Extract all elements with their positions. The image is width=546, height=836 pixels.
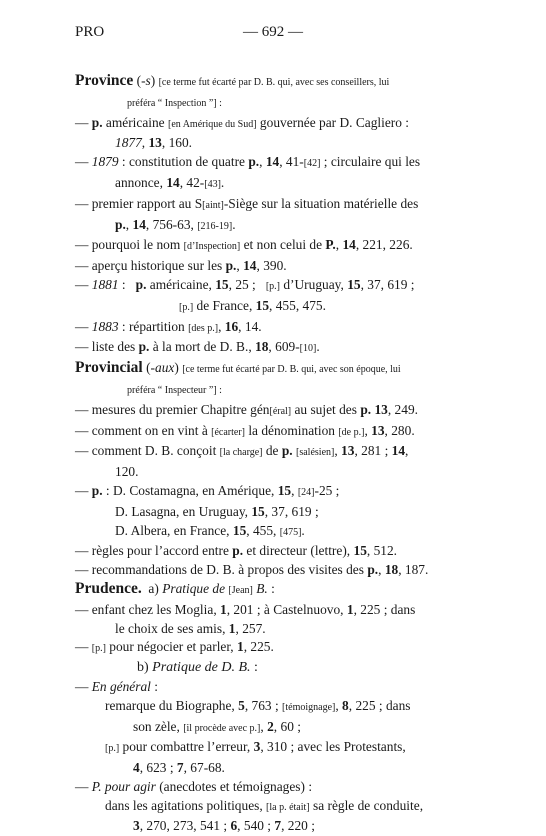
index-text-segment: 3 (253, 739, 261, 755)
index-text-segment: [42] (303, 158, 321, 170)
index-text-segment: la dénomination (244, 422, 339, 438)
index-line (75, 561, 475, 580)
index-text-segment: 1 (237, 639, 244, 655)
index-text-segment: 1879 (91, 154, 119, 170)
index-text-segment: , 225 ; dans (353, 601, 416, 617)
index-text-segment: p. (232, 543, 244, 559)
index-text-segment: 3 (133, 818, 140, 834)
index-text-segment: — (75, 154, 92, 170)
index-line (75, 216, 475, 237)
index-line (75, 678, 475, 697)
index-text-segment: 13 (148, 135, 162, 151)
index-text-segment: — enfant chez les Moglia, (75, 601, 221, 617)
index-line (75, 503, 475, 522)
index-text-segment: , (259, 154, 266, 170)
index-text-segment: 14 (391, 443, 406, 459)
index-text-segment: , 280. (384, 422, 415, 438)
index-text-segment: — (75, 276, 92, 292)
index-text-segment: , 249. (387, 401, 418, 417)
index-text-segment: 1877 (115, 135, 142, 151)
index-text-segment: gouvernée par D. Cagliero : (256, 114, 410, 130)
index-text-segment: [475] (279, 526, 302, 538)
index-text-segment: 7 (274, 818, 282, 834)
index-text-segment: : (250, 660, 258, 676)
index-text-segment: p. (91, 482, 103, 498)
index-text-segment: ; circulaire qui les (320, 154, 421, 170)
index-text-segment: 13 (371, 422, 385, 438)
index-text-segment: (- (133, 73, 146, 88)
index-text-segment: — (75, 778, 92, 794)
index-line (75, 601, 475, 620)
index-text-segment: préféra “ Inspection ”] : (97, 97, 222, 109)
index-text-segment: , (141, 135, 149, 151)
index-text-segment: de France, (193, 297, 256, 313)
index-text-segment: [10] (299, 343, 317, 355)
index-text-segment: , 390. (256, 258, 287, 274)
index-text-segment: préféra “ Inspecteur ”] : (97, 384, 222, 396)
index-text-segment: le choix de ses amis, (115, 620, 229, 636)
index-text-segment: [éral] (269, 405, 292, 417)
index-line (75, 422, 475, 443)
index-text-segment: (anecdotes et témoignages) : (155, 778, 313, 794)
index-line (75, 463, 475, 482)
index-text-segment: 120. (115, 464, 139, 480)
index-line (75, 72, 475, 93)
index-text-segment: , (335, 237, 343, 253)
index-line (75, 718, 475, 739)
index-text-segment: [il procède avec p.] (183, 722, 261, 734)
index-line (75, 297, 475, 318)
index-text-segment: , 187. (398, 562, 429, 578)
index-text-segment: — comment on en vint à (75, 422, 212, 438)
index-text-segment: 2 (267, 718, 274, 734)
index-text-segment: , 221, 226. (355, 237, 413, 253)
index-text-segment: [p.] (105, 743, 120, 755)
index-text-segment: Prudence. (75, 579, 142, 597)
index-text-segment: 1 (220, 601, 227, 617)
index-line (75, 236, 475, 257)
index-text-segment: , (125, 216, 133, 232)
index-line (75, 338, 475, 359)
index-text-segment: p. (360, 401, 372, 417)
index-text-segment: remarque du Biographe, (105, 697, 239, 713)
index-text-segment: aux (155, 360, 175, 376)
index-text-segment: pour combattre l’erreur, (119, 739, 254, 755)
index-text-segment: p. (135, 276, 147, 292)
index-text-segment: . (316, 339, 320, 355)
index-text-segment: — comment D. B. conçoit (75, 443, 220, 459)
index-text-segment: [témoignage] (282, 701, 336, 713)
index-text-segment: , (405, 443, 409, 459)
index-text-segment: , 540 ; (237, 818, 275, 834)
running-header (0, 24, 546, 44)
index-line (75, 738, 475, 759)
index-text-segment: p. (91, 114, 103, 130)
index-text-segment: P. pour agir (91, 778, 156, 794)
index-text-segment: 7 (176, 760, 184, 776)
index-text-segment: , 257. (235, 620, 266, 636)
index-line (75, 442, 475, 463)
index-text-segment: [des p.] (188, 322, 219, 334)
index-text-segment: , 756-63, (145, 216, 198, 232)
index-text-segment: 14 (342, 237, 356, 253)
index-text-segment: , 37, 619 ; (360, 276, 415, 292)
index-text-segment: [ce terme fut écarté par D. B. qui, avec ses conseillers, lui (158, 77, 390, 88)
index-line (75, 817, 475, 836)
index-text-segment: [aint] (202, 199, 224, 211)
index-text-segment: D. Albera, en France, (115, 522, 233, 538)
index-text-segment: , 42- (179, 174, 205, 190)
index-text-segment: 15 (277, 482, 292, 498)
index-entries (75, 72, 475, 836)
index-text-segment: [de p.] (338, 426, 365, 438)
index-text-segment: 15 (353, 543, 367, 559)
index-text-segment: a) (141, 580, 163, 596)
index-text-segment: [en Amérique du Sud] (167, 118, 257, 130)
index-line (75, 482, 475, 503)
index-text-segment: — liste des (75, 339, 139, 355)
index-line (75, 359, 475, 380)
index-line (75, 638, 475, 659)
index-text-segment: , (378, 562, 385, 578)
index-text-segment: [p.] (179, 301, 194, 313)
index-text-segment: : répartition (118, 318, 189, 334)
index-text-segment: 8 (342, 697, 349, 713)
index-text-segment: , 310 ; avec les Protestants, (260, 739, 406, 755)
index-text-segment: , (334, 443, 342, 459)
index-text-segment: , (335, 697, 343, 713)
index-text-segment: 15 (347, 276, 361, 292)
index-text-segment: , 160. (161, 135, 193, 151)
index-text-segment: Provincial (75, 359, 143, 377)
index-text-segment: , 41- (279, 154, 304, 170)
index-text-segment: , 25 ; (228, 276, 266, 292)
index-text-segment: — premier rapport au S (75, 195, 203, 211)
index-text-segment: à la mort de D. B., (149, 339, 256, 355)
index-line (75, 153, 475, 174)
index-text-segment: 18 (255, 339, 269, 355)
index-text-segment: — recommandations de D. B. à propos des visites des (75, 562, 368, 578)
index-line (75, 401, 475, 422)
index-text-segment: s (145, 73, 151, 88)
index-text-segment: Pratique de D. B. (152, 660, 251, 676)
index-text-segment: , 220 ; (281, 818, 315, 834)
index-text-segment: b) (137, 660, 153, 676)
index-text-segment: 14 (243, 258, 257, 274)
index-text-segment: , 609- (268, 339, 300, 355)
index-text-segment: — (75, 482, 92, 498)
index-text-segment: pour négocier et parler, (105, 639, 237, 655)
index-text-segment: 13 (341, 443, 355, 459)
index-text-segment: 15 (255, 297, 270, 313)
index-text-segment: 15 (215, 276, 229, 292)
index-text-segment: [ce terme fut écarté par D. B. qui, avec son époque, lui (182, 364, 401, 376)
index-text-segment: de (262, 443, 282, 459)
index-text-segment: américaine (102, 114, 168, 130)
index-text-segment: — aperçu historique sur les (75, 258, 226, 274)
index-text-segment: , 67-68. (183, 760, 225, 776)
index-text-segment: p. (248, 154, 260, 170)
index-line (75, 542, 475, 561)
index-text-segment: . (220, 174, 225, 190)
index-text-segment: (- (142, 360, 156, 376)
index-text-segment: 14 (166, 174, 180, 190)
index-text-segment: , (218, 318, 225, 334)
index-text-segment: ) (174, 360, 183, 376)
index-text-segment: et non celui de (240, 237, 326, 253)
index-text-segment: 14 (265, 154, 280, 170)
index-text-segment: 1881 (91, 276, 119, 292)
index-text-segment: En général (91, 678, 151, 694)
index-text-segment: , 455, 475. (269, 297, 326, 313)
index-text-segment: — (75, 639, 92, 655)
index-text-segment: annonce, (115, 174, 167, 190)
index-text-segment: [écarter] (211, 426, 245, 438)
index-line (75, 778, 475, 797)
index-text-segment: , 281 ; (354, 443, 392, 459)
index-text-segment: : (150, 678, 158, 694)
index-text-segment: 4 (133, 760, 140, 776)
index-line (75, 759, 475, 778)
index-text-segment: et directeur (lettre), (243, 543, 354, 559)
index-text-segment: , (291, 482, 298, 498)
index-text-segment: son zèle, (133, 718, 184, 734)
index-text-segment: Pratique de (162, 580, 226, 596)
index-text-segment: , 201 ; à Castelnuovo, (226, 601, 347, 617)
index-text-segment: ) (150, 73, 159, 88)
index-text-segment: au sujet des (291, 401, 361, 417)
index-text-segment: : (267, 580, 275, 596)
index-text-segment: [la charge] (219, 447, 263, 459)
index-text-segment: -25 ; (314, 482, 340, 498)
index-text-segment: dans les agitations politiques, (105, 797, 267, 813)
index-text-segment: [Jean] (228, 584, 253, 596)
index-text-segment: p. (281, 443, 293, 459)
index-text-segment: d’Uruguay, (280, 276, 348, 292)
index-text-segment: p. (225, 258, 237, 274)
index-line (75, 174, 475, 195)
index-text-segment: [p.] (265, 280, 280, 292)
index-text-segment: : (118, 276, 136, 292)
index-text-segment: — (75, 114, 92, 130)
index-text-segment: 18 (384, 562, 399, 578)
index-text-segment: [216-19] (197, 220, 233, 232)
index-text-segment: 5 (238, 697, 245, 713)
index-text-segment: , 37, 619 ; (264, 503, 319, 519)
index-text-segment: [salésien] (296, 447, 335, 459)
index-text-segment: , 60 ; (273, 718, 301, 734)
index-text-segment: 15 (232, 522, 247, 538)
index-text-segment: : constitution de quatre (118, 154, 249, 170)
index-text-segment: . (232, 216, 236, 232)
index-text-segment: , (260, 718, 268, 734)
index-line (75, 697, 475, 718)
index-text-segment: — (75, 318, 92, 334)
index-text-segment: , 270, 273, 541 ; (139, 818, 231, 834)
index-text-segment: , 225. (243, 639, 274, 655)
index-line (75, 318, 475, 339)
index-text-segment: p. (138, 339, 150, 355)
index-line (75, 797, 475, 818)
index-text-segment: Province (75, 72, 134, 89)
index-text-segment: 1883 (91, 318, 119, 334)
index-text-segment: [d’Inspection] (183, 241, 241, 253)
index-text-segment: , (364, 422, 372, 438)
index-line (75, 620, 475, 639)
header-section-label: PRO (75, 24, 105, 40)
index-text-segment: -Siège sur la situation matérielle des (223, 195, 419, 211)
index-text-segment: 14 (132, 216, 146, 232)
index-text-segment: B. (256, 580, 268, 596)
index-line (75, 93, 475, 114)
index-text-segment: [43] (204, 178, 221, 190)
index-text-segment: p. (115, 216, 126, 232)
index-text-segment: 16 (224, 318, 239, 334)
index-text-segment: sa règle de conduite, (309, 797, 424, 813)
index-line (75, 659, 475, 678)
index-text-segment: 1 (346, 601, 354, 617)
index-line (75, 257, 475, 276)
index-text-segment: — mesures du premier Chapitre gén (75, 401, 270, 417)
index-line (75, 195, 475, 216)
index-text-segment: , 14. (238, 318, 262, 334)
index-text-segment: P. (325, 237, 336, 253)
index-line (75, 522, 475, 543)
index-line (75, 580, 475, 601)
index-text-segment: , 763 ; (244, 697, 283, 713)
index-text-segment: p. (367, 562, 379, 578)
index-text-segment: [la p. était] (266, 801, 310, 813)
index-text-segment: 1 (228, 620, 236, 636)
index-line (75, 276, 475, 297)
index-text-segment: , 623 ; (139, 760, 177, 776)
index-text-segment: 13 (374, 401, 388, 417)
index-text-segment: , (236, 258, 244, 274)
index-text-segment: américaine, (146, 276, 216, 292)
index-text-segment: — pourquoi le nom (75, 237, 184, 253)
index-text-segment: , 512. (366, 543, 398, 559)
index-text-segment: 6 (230, 818, 238, 834)
index-text-segment: 15 (251, 503, 265, 519)
index-text-segment: , 455, (246, 522, 280, 538)
index-line (75, 114, 475, 135)
index-text-segment: — (75, 678, 92, 694)
index-text-segment: — règles pour l’accord entre (75, 543, 233, 559)
index-line (75, 134, 475, 153)
index-text-segment: [p.] (91, 643, 106, 655)
index-text-segment: , 225 ; dans (348, 697, 411, 713)
index-text-segment: D. Lasagna, en Uruguay, (115, 503, 252, 519)
index-line (75, 380, 475, 401)
index-text-segment: . (301, 522, 305, 538)
index-text-segment: : D. Costamagna, en Amérique, (102, 482, 278, 498)
page-number: — 692 — (243, 24, 303, 40)
index-text-segment: [24] (297, 486, 315, 498)
